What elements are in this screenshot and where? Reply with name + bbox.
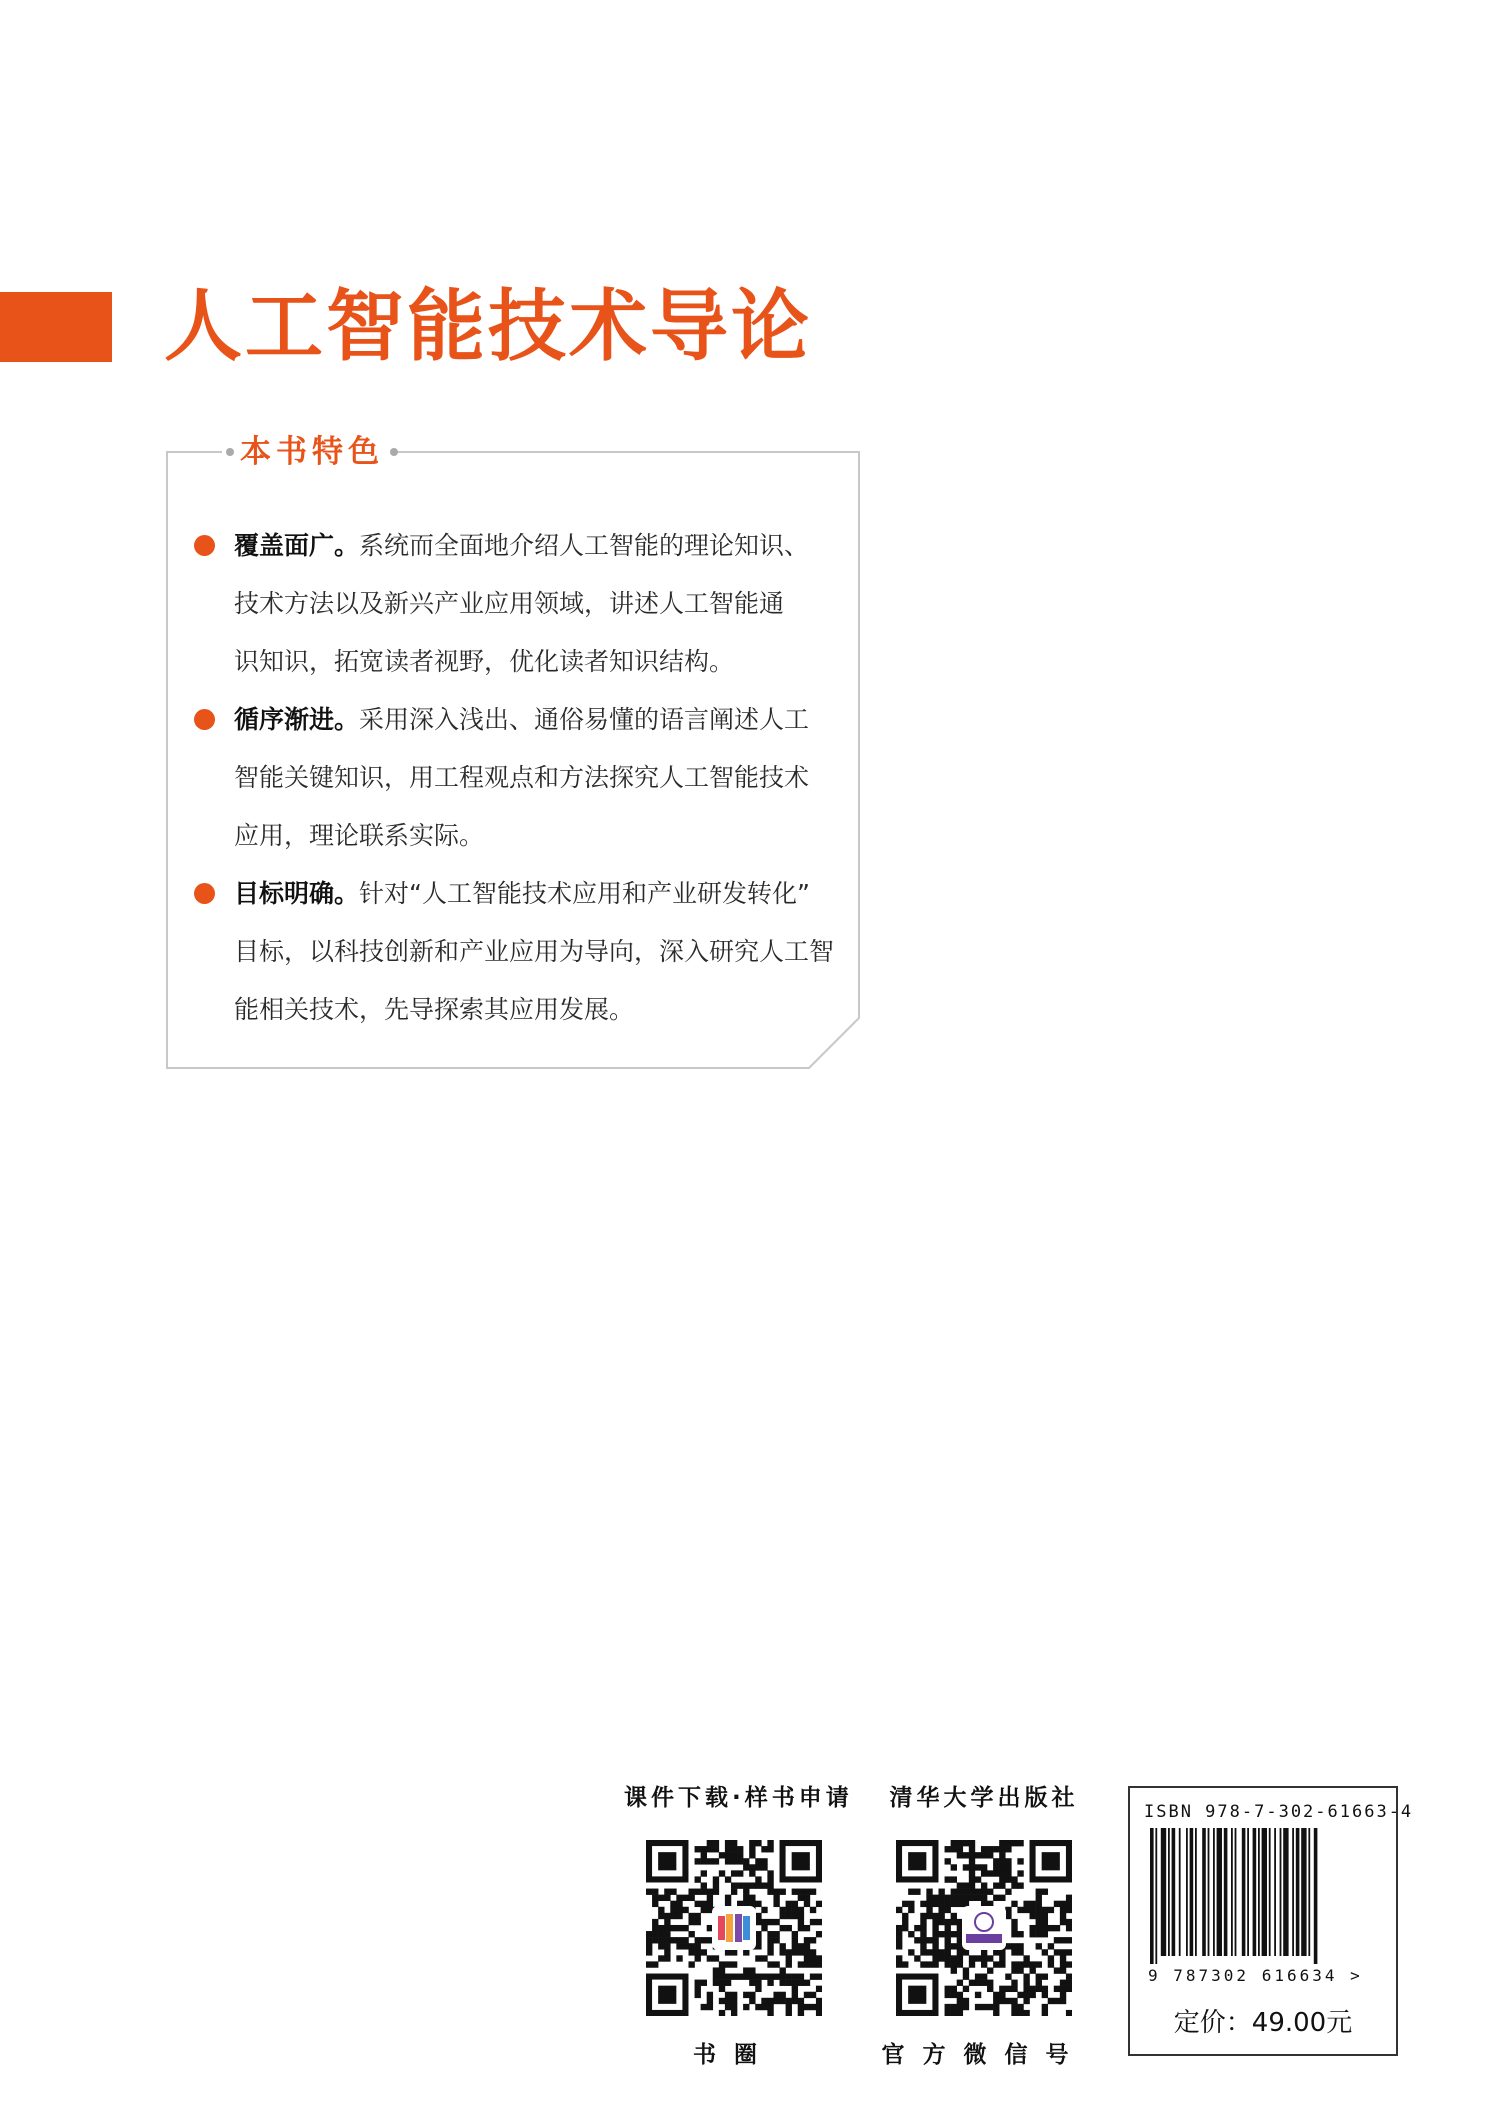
feature-item bbox=[194, 865, 834, 1039]
qr-block-wechat bbox=[874, 1779, 1094, 2069]
feature-list bbox=[194, 517, 834, 1039]
qr-code-courseware[interactable] bbox=[646, 1840, 822, 2016]
price-label: 定价：49.00元 bbox=[1173, 2008, 1353, 2038]
barcode-digits: 9 787302 616634 > bbox=[1148, 1966, 1363, 1985]
qr-code-wechat[interactable] bbox=[896, 1840, 1072, 2016]
features-heading bbox=[228, 431, 396, 473]
feature-item bbox=[194, 517, 834, 691]
feature-lead: 目标明确。 bbox=[234, 879, 360, 908]
features-heading-text: 本书特色 bbox=[240, 434, 384, 470]
feature-line: 系统而全面地介绍人工智能的理论知识、 bbox=[359, 531, 810, 560]
book-circle-logo-icon bbox=[712, 1906, 756, 1950]
qr-block-courseware bbox=[624, 1779, 853, 2069]
qr-label: 课件下载·样书申请 bbox=[624, 1785, 853, 1811]
qr-caption: 书圈 bbox=[693, 2042, 775, 2068]
orange-accent-bar bbox=[0, 292, 112, 362]
bullet-icon bbox=[194, 883, 215, 904]
heading-dot-right bbox=[390, 448, 398, 456]
feature-line: 采用深入浅出、通俗易懂的语言阐述人工 bbox=[359, 705, 810, 734]
qr-caption: 官方微信号 bbox=[881, 2042, 1087, 2068]
tsinghua-press-logo-icon bbox=[962, 1906, 1006, 1950]
barcode bbox=[1150, 1828, 1378, 1964]
feature-line: 针对“人工智能技术应用和产业研发转化” bbox=[359, 879, 810, 908]
feature-lead: 覆盖面广。 bbox=[234, 531, 360, 560]
feature-line: 能相关技术，先导探索其应用发展。 bbox=[234, 995, 635, 1024]
qr-label: 清华大学出版社 bbox=[889, 1785, 1079, 1811]
heading-dot-left bbox=[226, 448, 234, 456]
book-title: 人工智能技术导论 bbox=[164, 282, 813, 372]
feature-item bbox=[194, 691, 834, 865]
bullet-icon bbox=[194, 709, 215, 730]
feature-line: 应用，理论联系实际。 bbox=[234, 821, 485, 850]
feature-line: 目标，以科技创新和产业应用为导向，深入研究人工智 bbox=[234, 937, 835, 966]
isbn-box bbox=[1128, 1786, 1414, 2056]
isbn-number: ISBN 978-7-302-61663-4 bbox=[1144, 1802, 1414, 1822]
features-box bbox=[166, 434, 860, 1069]
bullet-icon bbox=[194, 535, 215, 556]
feature-line: 技术方法以及新兴产业应用领域，讲述人工智能通 bbox=[234, 589, 785, 618]
feature-line: 智能关键知识，用工程观点和方法探究人工智能技术 bbox=[234, 763, 810, 792]
feature-line: 识知识，拓宽读者视野，优化读者知识结构。 bbox=[234, 647, 735, 676]
feature-lead: 循序渐进。 bbox=[234, 705, 360, 734]
